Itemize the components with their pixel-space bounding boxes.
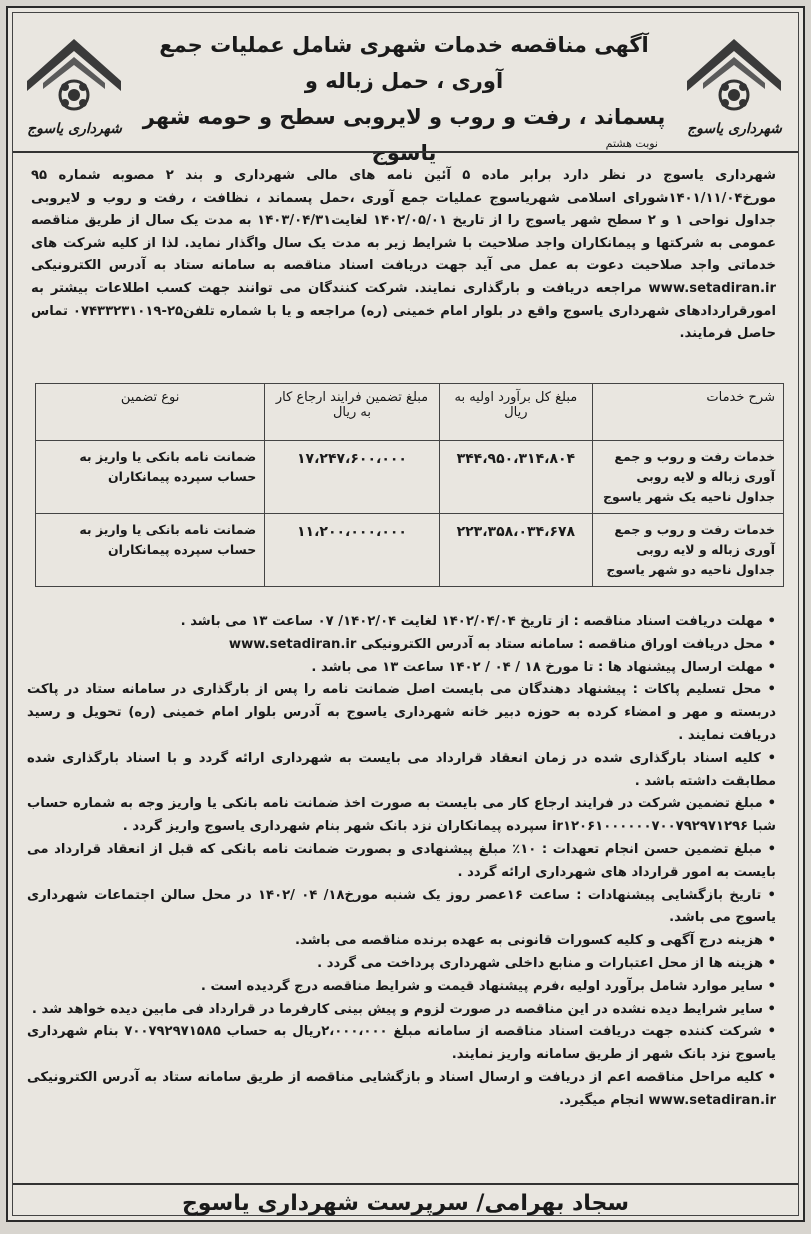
condition-item: • سایر شرایط دیده نشده در این مناقصه در صورت لزوم و پیش بینی کارفرما در قرارداد فی مابین دیده خواهد شد . xyxy=(31,1001,776,1017)
condition-item: • تاریخ بازگشایی پیشنهادات : ساعت ۱۶عصر روز یک شنبه مورخ۱۸/ ۰۴ /۱۴۰۲ در محل سالن اجتماعات شهرداری یاسوج می باشد. xyxy=(27,887,776,926)
notice-frame xyxy=(12,12,799,1216)
signature: سجاد بهرامی/ سرپرست شهرداری یاسوج xyxy=(181,1191,630,1216)
service-cell: خدمات رفت و روب و جمع آوری زباله و لایه روبی جداول ناحیه دو شهر یاسوج xyxy=(593,514,784,587)
table-header-row xyxy=(36,384,784,441)
service-cell: خدمات رفت و روب و جمع آوری زباله و لایه روبی جداول ناحیه یک شهر یاسوج xyxy=(593,441,784,514)
condition-item: • کلیه مراحل مناقصه اعم از دریافت و ارسال اسناد و بازگشایی مناقصه از طریق سامانه ستاد به آدرس الکترونیکی www.setadiran.ir انجام میگیرد. xyxy=(27,1069,776,1108)
notice-header xyxy=(13,13,798,165)
header-estimate: مبلغ کل برآورد اولیه به ریال xyxy=(439,384,592,441)
condition-item: • مبلغ تضمین شرکت در فرایند ارجاع کار می بایست به صورت اخذ ضمانت نامه بانکی یا واریز وجه به شماره حساب شبا ir۱۲۰۶۱۰۰۰۰۰۰۷۰۰۷۹۲۹۷۱۲۹۶ سپرده پیمانکاران نزد بانک شهر بنام شهرداری یاسوج واریز گردد . xyxy=(27,796,776,835)
condition-item: • هزینه درج آگهی و کلیه کسورات قانونی به عهده برنده مناقصه می باشد. xyxy=(294,933,776,949)
condition-item: • کلیه اسناد بارگذاری شده در زمان انعقاد قرارداد می بایست به شهرداری ارائه گردد و با اسناد بارگذاری شده مطابقت داشته باشد . xyxy=(27,750,776,789)
condition-item: • مهلت دریافت اسناد مناقصه : از تاریخ ۱۴۰۲/۰۴/۰۴ لغایت ۱۴۰۲/۰۴/ ۰۷ ساعت ۱۳ می باشد . xyxy=(180,614,776,629)
condition-item: • هزینه ها از محل اعتبارات و منابع داخلی شهرداری پرداخت می گردد . xyxy=(317,955,776,971)
condition-item: • محل دریافت اوراق مناقصه : سامانه ستاد به آدرس الکترونیکی www.setadiran.ir xyxy=(228,636,776,652)
header-divider xyxy=(13,151,798,153)
municipality-logo-left xyxy=(17,21,132,139)
intro-paragraph: شهرداری یاسوج در نظر دارد برابر ماده ۵ آئین نامه های مالی شهرداری و بند ۲ مصوبه شماره ۹۵ مورخ۱۴۰۱/۱۱/۰۴شورای اسلامی شهریاسوج عملیات جمع آوری ،حمل پسماند ، نظافت ، رفت و روب و لایروبی جداول نواحی ۱ و ۲ سطح شهر یاسوج را از تاریخ ۱۴۰۲/۰۵/۰۱ لغایت۱۴۰۳/۰۴/۳۱ به مدت یک سال از طریق مناقصه عمومی به شرکتها و پیمانکاران واجد صلاحیت با شرایط زیر به مدت یک سال واگذار نماید. لذا از کلیه شرکت های خدماتی واجد صلاحیت دعوت به عمل می آید جهت دریافت اسناد مناقصه به سامانه ستاد به آدرس الکترونیکی www.setadiran.ir مراجعه دریافت و بارگذاری نمایند. شرکت کنندگان می توانند جهت کسب اطلاعات بیشتر به امورقراردادهای شهرداری یاسوج واقع در بلوار امام خمینی (ره) مراجعه و یا با شماره تلفن۲۵-۰۷۴۳۳۲۳۱۰۱۹ تماس حاصل فرمایند. xyxy=(31,168,777,342)
header-guarantee-amount: مبلغ تضمین فرایند ارجاع کار به ریال xyxy=(265,384,439,441)
condition-item: • مبلغ تضمین حسن انجام تعهدات : ۱۰٪ مبلغ پیشنهادی و بصورت ضمانت نامه بانکی که قبل از انعقاد قرارداد می بایست به امور قرارداد های شهرداری ارائه گردد . xyxy=(27,841,776,880)
estimate-cell: ۲۲۳،۳۵۸،۰۳۴،۶۷۸ xyxy=(439,514,592,587)
emblem-icon xyxy=(17,21,132,121)
guarantee-amount-cell: ۱۷،۲۴۷،۶۰۰،۰۰۰ xyxy=(265,441,439,514)
table-row xyxy=(36,514,784,587)
condition-item: • محل تسلیم پاکات : پیشنهاد دهندگان می بایست اصل ضمانت نامه را پس از بارگذاری در سامانه ستاد در پاکت دربسته و مهر و امضاء کرده به حوزه دبیر خانه شهرداری یاسوج به آدرس بلوار امام خمینی (ره) تحویل و رسید دریافت نمایند . xyxy=(27,682,776,743)
title-line-1: آگهی مناقصه خدمات شهری شامل عملیات جمع آوری ، حمل زباله و xyxy=(159,33,649,93)
header-service: شرح خدمات xyxy=(593,384,784,441)
publication-turn: نوبت هشتم xyxy=(605,137,658,150)
municipality-logo-right xyxy=(677,21,792,139)
notice-title xyxy=(138,27,670,171)
header-guarantee-type: نوع تضمین xyxy=(36,384,265,441)
title-line-2: پسماند ، رفت و روب و لایروبی سطح و حومه شهر یاسوج xyxy=(142,105,666,165)
logo-caption: شهرداری یاسوج xyxy=(687,121,782,137)
conditions-list xyxy=(27,611,776,1113)
table-row xyxy=(36,441,784,514)
guarantee-amount-cell: ۱۱،۲۰۰،۰۰۰،۰۰۰ xyxy=(265,514,439,587)
tender-notice-page xyxy=(6,6,805,1222)
condition-item: • سایر موارد شامل برآورد اولیه ،فرم پیشنهاد قیمت و شرایط مناقصه درج گردیده است . xyxy=(200,978,776,994)
logo-caption: شهرداری یاسوج xyxy=(27,121,122,137)
emblem-icon xyxy=(677,21,792,121)
condition-item: • مهلت ارسال پیشنهاد ها : تا مورخ ۱۸ / ۰۴ / ۱۴۰۲ ساعت ۱۳ می باشد . xyxy=(311,659,776,675)
condition-item: • شرکت کننده جهت دریافت اسناد مناقصه از سامانه مبلغ ۲،۰۰۰،۰۰۰ریال به حساب ۷۰۰۷۹۲۹۷۱۵۸۵ بنام شهرداری یاسوج نزد بانک شهر از طریق سامانه واریز نمایند. xyxy=(27,1024,776,1063)
guarantee-type-cell: ضمانت نامه بانکی یا واریز به حساب سپرده پیمانکاران xyxy=(36,441,265,514)
guarantee-type-cell: ضمانت نامه بانکی یا واریز به حساب سپرده پیمانکاران xyxy=(36,514,265,587)
estimate-cell: ۳۴۴،۹۵۰،۳۱۴،۸۰۴ xyxy=(439,441,592,514)
tender-table xyxy=(35,383,784,587)
signature-divider xyxy=(13,1183,798,1185)
